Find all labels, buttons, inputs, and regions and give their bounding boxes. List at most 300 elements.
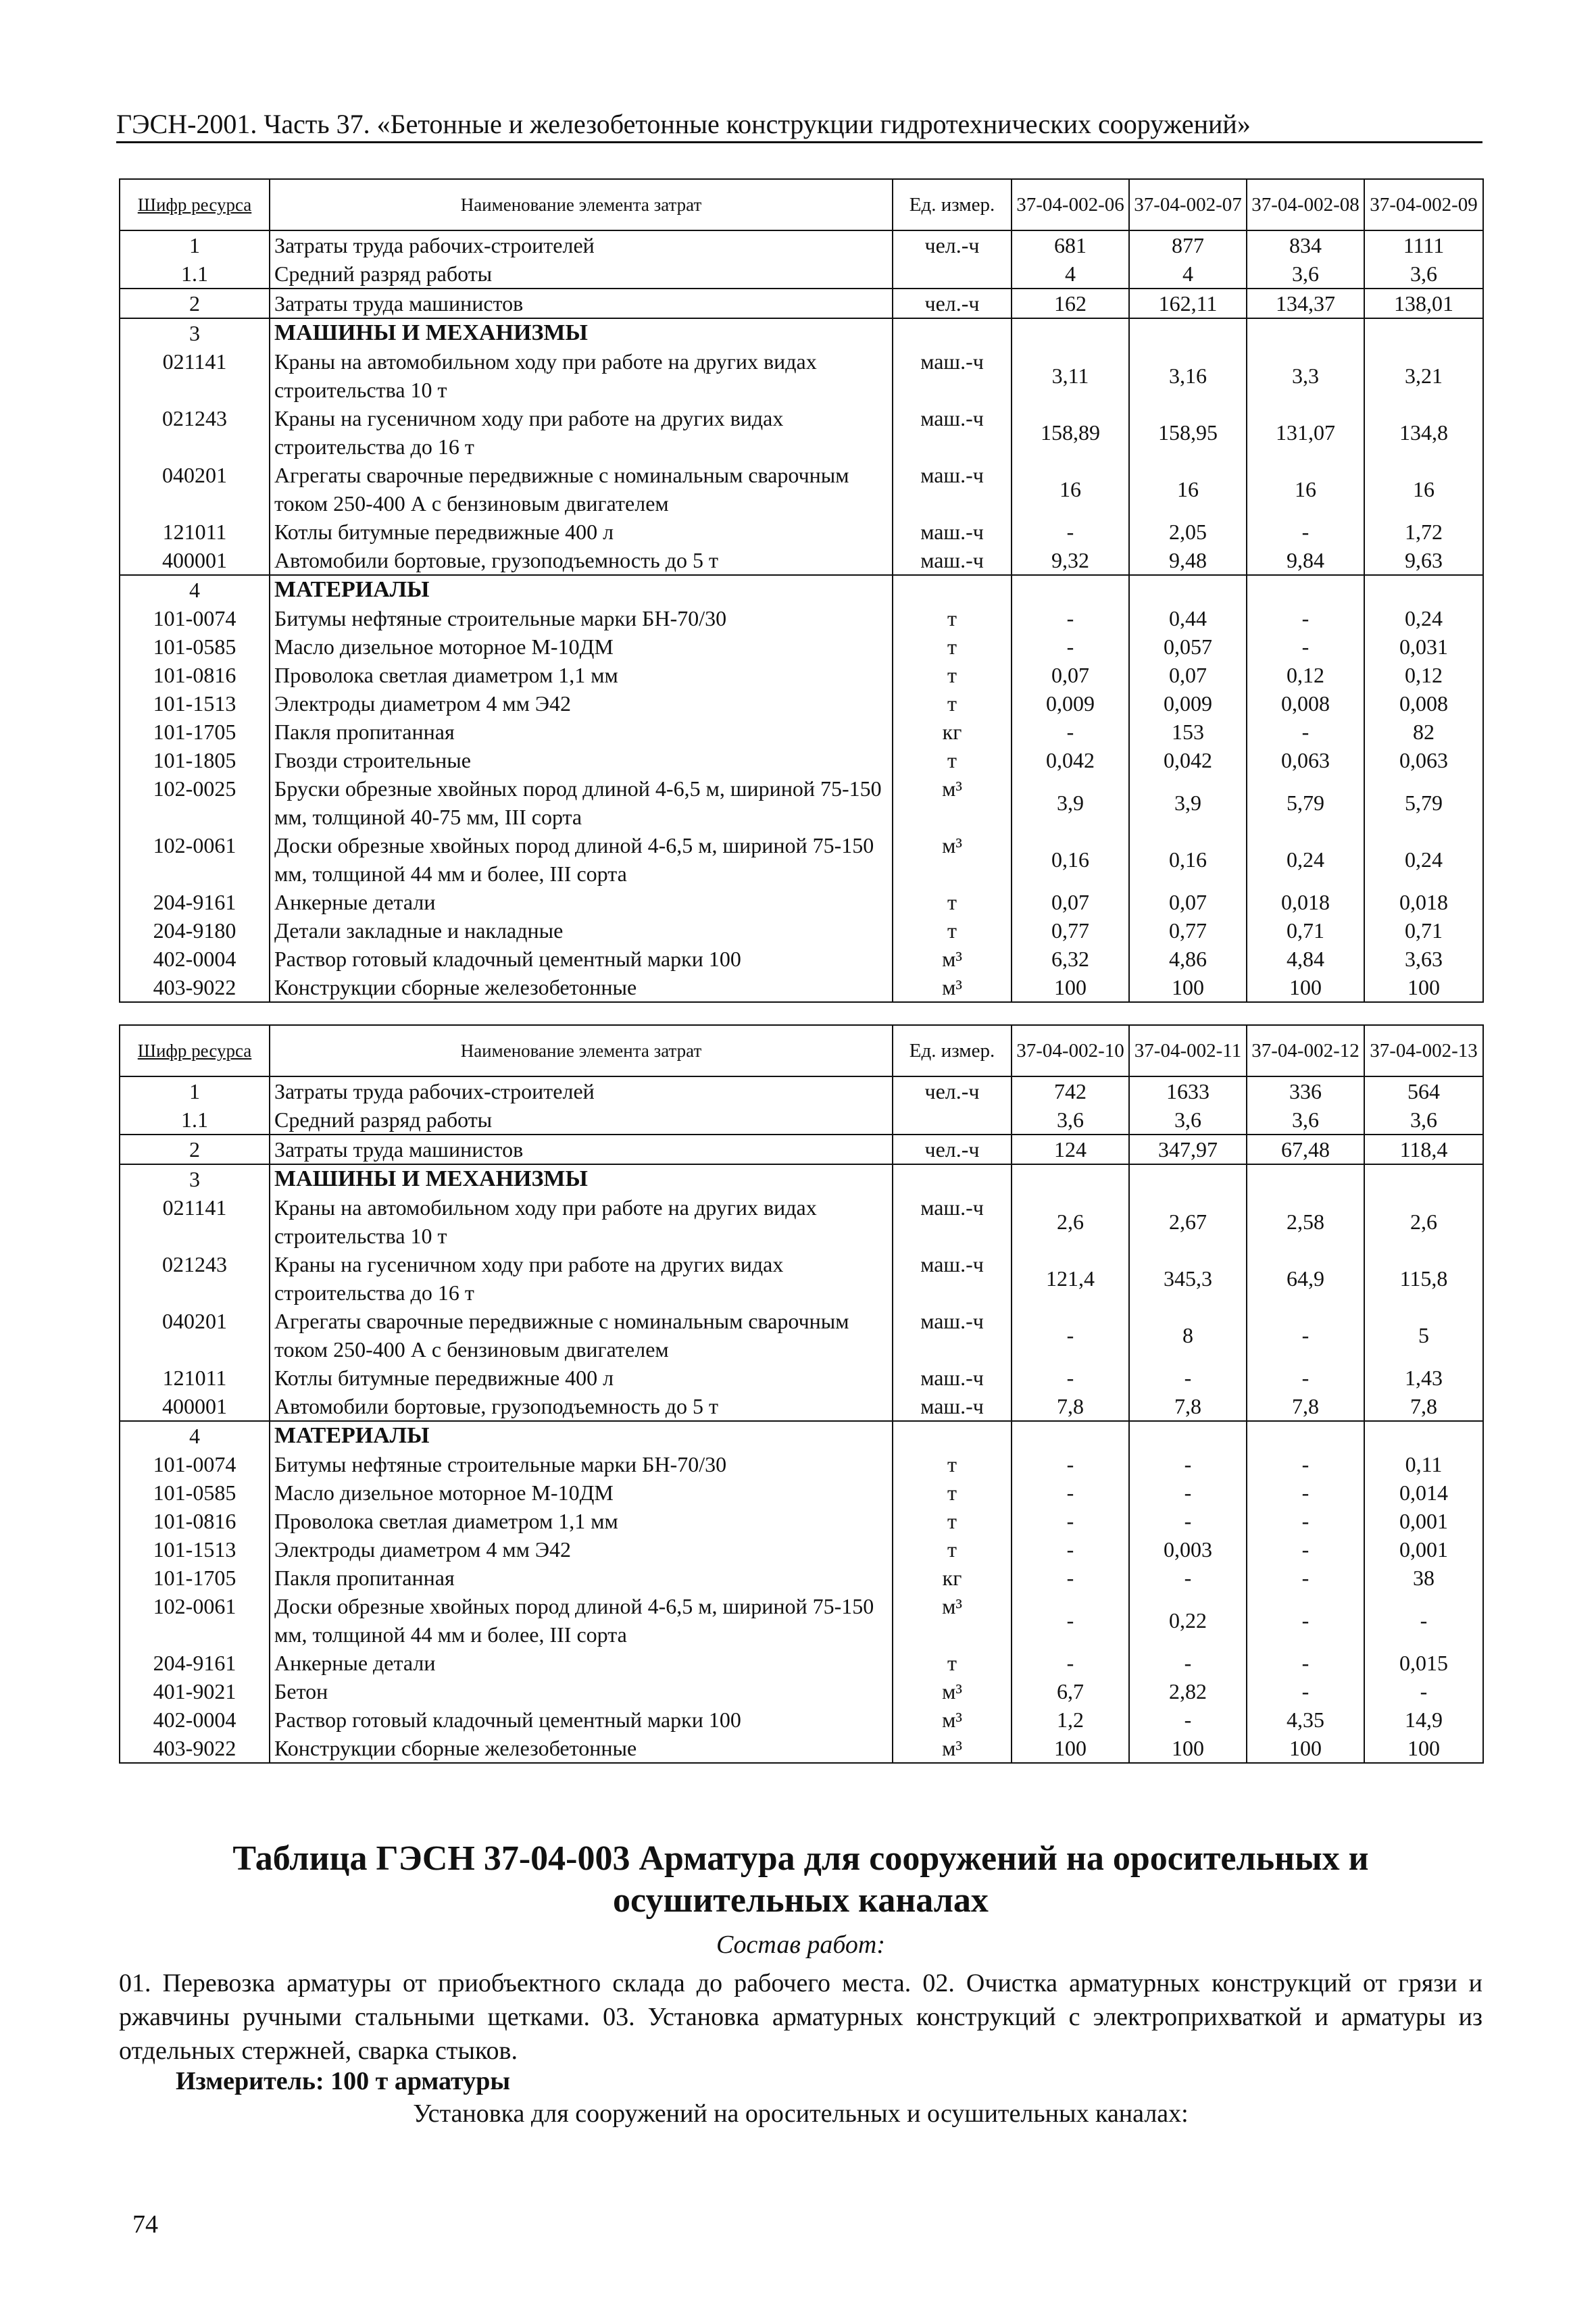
- row-value-3: -: [1247, 632, 1364, 661]
- row-code: 403-9022: [120, 973, 270, 1002]
- row-unit: [893, 318, 1012, 347]
- table-row: [120, 404, 1483, 461]
- table-row: [120, 575, 1483, 604]
- row-unit: м³: [893, 1677, 1012, 1706]
- row-code: 400001: [120, 1392, 270, 1421]
- row-code: 101-0074: [120, 604, 270, 632]
- row-value-4: 16: [1364, 461, 1483, 518]
- table-row: [120, 1706, 1483, 1734]
- row-unit: т: [893, 1649, 1012, 1677]
- row-value-3: 336: [1247, 1076, 1364, 1105]
- row-value-4: 3,6: [1364, 259, 1483, 289]
- row-value-1: -: [1012, 632, 1129, 661]
- row-code: 101-0074: [120, 1450, 270, 1478]
- row-name: Краны на гусеничном ходу при работе на других видах строительства до 16 т: [270, 1250, 893, 1307]
- row-value-4: 3,63: [1364, 945, 1483, 973]
- row-name: Доски обрезные хвойных пород длиной 4-6,5 м, шириной 75-150 мм, толщиной 44 мм и более, III сорта: [270, 1592, 893, 1649]
- row-value-2: -: [1129, 1478, 1247, 1507]
- row-unit: маш.-ч: [893, 461, 1012, 518]
- table-row: [120, 1193, 1483, 1250]
- row-value-4: 564: [1364, 1076, 1483, 1105]
- row-name: Конструкции сборные железобетонные: [270, 973, 893, 1002]
- row-unit: маш.-ч: [893, 518, 1012, 546]
- row-value-3: 100: [1247, 973, 1364, 1002]
- row-value-1: [1012, 575, 1129, 604]
- row-value-1: -: [1012, 1478, 1129, 1507]
- row-value-1: 0,042: [1012, 746, 1129, 774]
- table-row: [120, 1507, 1483, 1535]
- row-name: Котлы битумные передвижные 400 л: [270, 518, 893, 546]
- row-name: Проволока светлая диаметром 1,1 мм: [270, 1507, 893, 1535]
- table-row: [120, 1164, 1483, 1193]
- row-value-4: 3,6: [1364, 1105, 1483, 1135]
- row-name: Средний разряд работы: [270, 259, 893, 289]
- row-code: 121011: [120, 518, 270, 546]
- row-value-2: 100: [1129, 1734, 1247, 1763]
- table-row: [120, 746, 1483, 774]
- row-value-4: 7,8: [1364, 1392, 1483, 1421]
- row-unit: [893, 1421, 1012, 1450]
- row-code: 101-0816: [120, 661, 270, 689]
- row-unit: т: [893, 632, 1012, 661]
- row-code: 2: [120, 1135, 270, 1164]
- row-value-4: 1111: [1364, 230, 1483, 259]
- table-row: [120, 1076, 1483, 1105]
- header-col-3: 37-04-002-08: [1247, 179, 1364, 230]
- row-unit: м³: [893, 831, 1012, 888]
- row-value-3: 131,07: [1247, 404, 1364, 461]
- table-row: [120, 973, 1483, 1002]
- row-code: 101-1513: [120, 689, 270, 718]
- row-code: 101-1705: [120, 718, 270, 746]
- row-value-1: 3,11: [1012, 347, 1129, 404]
- row-value-2: 0,44: [1129, 604, 1247, 632]
- row-code: 204-9180: [120, 916, 270, 945]
- table-row: [120, 1450, 1483, 1478]
- row-value-4: 100: [1364, 1734, 1483, 1763]
- table-row: [120, 689, 1483, 718]
- row-code: 021141: [120, 347, 270, 404]
- row-value-1: 100: [1012, 973, 1129, 1002]
- row-name: Автомобили бортовые, грузоподъемность до 5 т: [270, 1392, 893, 1421]
- row-name: Электроды диаметром 4 мм Э42: [270, 689, 893, 718]
- row-value-4: 100: [1364, 973, 1483, 1002]
- row-code: 3: [120, 1164, 270, 1193]
- row-name: Электроды диаметром 4 мм Э42: [270, 1535, 893, 1564]
- row-value-1: -: [1012, 1649, 1129, 1677]
- row-name: Краны на автомобильном ходу при работе на других видах строительства 10 т: [270, 347, 893, 404]
- row-value-4: 0,014: [1364, 1478, 1483, 1507]
- row-value-4: 138,01: [1364, 289, 1483, 318]
- header-col-3: 37-04-002-12: [1247, 1025, 1364, 1076]
- row-value-2: 347,97: [1129, 1135, 1247, 1164]
- table-header-row: [120, 1025, 1483, 1076]
- table-row: [120, 289, 1483, 318]
- row-value-4: 0,71: [1364, 916, 1483, 945]
- row-code: 2: [120, 289, 270, 318]
- table-row: [120, 1105, 1483, 1135]
- row-value-1: [1012, 1421, 1129, 1450]
- row-value-4: 1,43: [1364, 1364, 1483, 1392]
- row-name: Детали закладные и накладные: [270, 916, 893, 945]
- row-value-4: 134,8: [1364, 404, 1483, 461]
- row-value-2: 16: [1129, 461, 1247, 518]
- row-name: Средний разряд работы: [270, 1105, 893, 1135]
- row-value-1: 7,8: [1012, 1392, 1129, 1421]
- resource-table-2: [119, 1024, 1484, 1764]
- row-value-2: 2,05: [1129, 518, 1247, 546]
- row-code: 021141: [120, 1193, 270, 1250]
- row-code: 402-0004: [120, 945, 270, 973]
- row-value-3: -: [1247, 1450, 1364, 1478]
- row-name: Автомобили бортовые, грузоподъемность до 5 т: [270, 546, 893, 575]
- row-value-1: 100: [1012, 1734, 1129, 1763]
- row-unit: т: [893, 746, 1012, 774]
- row-code: 101-0585: [120, 1478, 270, 1507]
- row-value-4: [1364, 1421, 1483, 1450]
- row-value-4: 115,8: [1364, 1250, 1483, 1307]
- row-value-2: 2,82: [1129, 1677, 1247, 1706]
- row-value-1: 2,6: [1012, 1193, 1129, 1250]
- row-name: Пакля пропитанная: [270, 718, 893, 746]
- row-name: Гвозди строительные: [270, 746, 893, 774]
- row-unit: т: [893, 1507, 1012, 1535]
- row-value-4: 2,6: [1364, 1193, 1483, 1250]
- row-value-1: 16: [1012, 461, 1129, 518]
- row-code: 204-9161: [120, 888, 270, 916]
- row-value-1: -: [1012, 518, 1129, 546]
- row-unit: кг: [893, 718, 1012, 746]
- table-row: [120, 1677, 1483, 1706]
- row-code: 4: [120, 1421, 270, 1450]
- row-value-2: -: [1129, 1649, 1247, 1677]
- header-name: Наименование элемента затрат: [270, 179, 893, 230]
- row-value-1: 681: [1012, 230, 1129, 259]
- row-value-4: 14,9: [1364, 1706, 1483, 1734]
- row-value-4: [1364, 575, 1483, 604]
- row-unit: [893, 575, 1012, 604]
- row-value-1: -: [1012, 1364, 1129, 1392]
- row-value-2: 0,22: [1129, 1592, 1247, 1649]
- row-value-3: 3,6: [1247, 259, 1364, 289]
- row-value-1: -: [1012, 718, 1129, 746]
- row-value-1: 742: [1012, 1076, 1129, 1105]
- row-value-2: 3,16: [1129, 347, 1247, 404]
- row-code: 401-9021: [120, 1677, 270, 1706]
- row-value-1: [1012, 318, 1129, 347]
- header-col-4: 37-04-002-09: [1364, 179, 1483, 230]
- row-value-2: [1129, 1164, 1247, 1193]
- row-unit: [893, 259, 1012, 289]
- row-value-4: 0,24: [1364, 831, 1483, 888]
- row-code: 403-9022: [120, 1734, 270, 1763]
- row-value-2: -: [1129, 1564, 1247, 1592]
- running-header: ГЭСН-2001. Часть 37. «Бетонные и железобетонные конструкции гидротехнических сооружений»: [116, 109, 1251, 139]
- row-value-3: 2,58: [1247, 1193, 1364, 1250]
- row-name: Раствор готовый кладочный цементный марки 100: [270, 945, 893, 973]
- header-unit: Ед. измер.: [893, 1025, 1012, 1076]
- row-unit: кг: [893, 1564, 1012, 1592]
- row-code: 101-1805: [120, 746, 270, 774]
- row-name: Агрегаты сварочные передвижные с номинальным сварочным током 250-400 А с бензиновым двигателем: [270, 1307, 893, 1364]
- row-value-1: 158,89: [1012, 404, 1129, 461]
- row-value-3: 0,71: [1247, 916, 1364, 945]
- row-name: Затраты труда машинистов: [270, 289, 893, 318]
- table-row: [120, 1392, 1483, 1421]
- row-value-3: -: [1247, 1478, 1364, 1507]
- row-name: Пакля пропитанная: [270, 1564, 893, 1592]
- row-value-3: 4,84: [1247, 945, 1364, 973]
- row-unit: м³: [893, 774, 1012, 831]
- row-name: Битумы нефтяные строительные марки БН-70/30: [270, 604, 893, 632]
- row-name: МАШИНЫ И МЕХАНИЗМЫ: [270, 318, 893, 347]
- row-value-3: 100: [1247, 1734, 1364, 1763]
- table-row: [120, 632, 1483, 661]
- row-name: МАТЕРИАЛЫ: [270, 575, 893, 604]
- row-unit: чел.-ч: [893, 230, 1012, 259]
- table-row: [120, 1478, 1483, 1507]
- row-value-3: -: [1247, 718, 1364, 746]
- row-value-4: [1364, 318, 1483, 347]
- table-row: [120, 718, 1483, 746]
- row-value-3: 64,9: [1247, 1250, 1364, 1307]
- table-row: [120, 1649, 1483, 1677]
- row-value-2: 0,07: [1129, 661, 1247, 689]
- row-value-1: -: [1012, 604, 1129, 632]
- row-unit: [893, 1105, 1012, 1135]
- row-name: МАТЕРИАЛЫ: [270, 1421, 893, 1450]
- row-value-2: 0,77: [1129, 916, 1247, 945]
- row-value-3: -: [1247, 518, 1364, 546]
- row-value-3: [1247, 1421, 1364, 1450]
- row-value-4: 82: [1364, 718, 1483, 746]
- row-value-2: 158,95: [1129, 404, 1247, 461]
- row-value-3: 834: [1247, 230, 1364, 259]
- row-code: 101-1513: [120, 1535, 270, 1564]
- row-name: Затраты труда машинистов: [270, 1135, 893, 1164]
- row-unit: маш.-ч: [893, 546, 1012, 575]
- row-code: 121011: [120, 1364, 270, 1392]
- row-value-2: 2,67: [1129, 1193, 1247, 1250]
- row-name: Котлы битумные передвижные 400 л: [270, 1364, 893, 1392]
- row-value-3: 134,37: [1247, 289, 1364, 318]
- row-value-3: 7,8: [1247, 1392, 1364, 1421]
- row-value-4: 3,21: [1364, 347, 1483, 404]
- row-value-4: -: [1364, 1592, 1483, 1649]
- row-value-2: 3,9: [1129, 774, 1247, 831]
- table-row: [120, 945, 1483, 973]
- row-value-2: 0,003: [1129, 1535, 1247, 1564]
- row-value-1: 124: [1012, 1135, 1129, 1164]
- row-value-3: -: [1247, 1535, 1364, 1564]
- header-unit: Ед. измер.: [893, 179, 1012, 230]
- row-unit: т: [893, 661, 1012, 689]
- row-value-4: 0,001: [1364, 1507, 1483, 1535]
- row-value-2: -: [1129, 1364, 1247, 1392]
- header-col-4: 37-04-002-13: [1364, 1025, 1483, 1076]
- table-row: [120, 661, 1483, 689]
- table-row: [120, 1734, 1483, 1763]
- table-row: [120, 230, 1483, 259]
- table-row: [120, 546, 1483, 575]
- table-row: [120, 774, 1483, 831]
- work-composition-label: Состав работ:: [716, 1931, 886, 1959]
- row-value-1: 3,6: [1012, 1105, 1129, 1135]
- row-value-4: 0,063: [1364, 746, 1483, 774]
- row-value-4: 9,63: [1364, 546, 1483, 575]
- row-name: Затраты труда рабочих-строителей: [270, 1076, 893, 1105]
- row-value-4: 1,72: [1364, 518, 1483, 546]
- row-unit: т: [893, 888, 1012, 916]
- row-name: Проволока светлая диаметром 1,1 мм: [270, 661, 893, 689]
- row-value-4: 118,4: [1364, 1135, 1483, 1164]
- row-name: Агрегаты сварочные передвижные с номинальным сварочным током 250-400 А с бензиновым двигателем: [270, 461, 893, 518]
- table-row: [120, 1364, 1483, 1392]
- row-value-2: 345,3: [1129, 1250, 1247, 1307]
- row-unit: т: [893, 916, 1012, 945]
- row-name: Масло дизельное моторное М-10ДМ: [270, 1478, 893, 1507]
- table-title: Таблица ГЭСН 37-04-003 Арматура для сооружений на оросительных и осушительных каналах: [232, 1839, 1369, 1920]
- row-value-3: -: [1247, 1564, 1364, 1592]
- row-value-3: -: [1247, 1592, 1364, 1649]
- row-value-4: 0,001: [1364, 1535, 1483, 1564]
- row-value-2: 153: [1129, 718, 1247, 746]
- row-unit: маш.-ч: [893, 347, 1012, 404]
- row-value-4: 0,24: [1364, 604, 1483, 632]
- row-value-4: 0,12: [1364, 661, 1483, 689]
- table-header-row: [120, 179, 1483, 230]
- row-code: 101-0585: [120, 632, 270, 661]
- row-code: 1.1: [120, 1105, 270, 1135]
- row-unit: чел.-ч: [893, 1135, 1012, 1164]
- row-unit: т: [893, 689, 1012, 718]
- row-value-1: 121,4: [1012, 1250, 1129, 1307]
- header-code: Шифр ресурса: [120, 1025, 270, 1076]
- header-name: Наименование элемента затрат: [270, 1025, 893, 1076]
- row-code: 1: [120, 1076, 270, 1105]
- header-col-2: 37-04-002-07: [1129, 179, 1247, 230]
- row-unit: [893, 1164, 1012, 1193]
- table-row: [120, 1564, 1483, 1592]
- row-value-4: 0,11: [1364, 1450, 1483, 1478]
- row-unit: м³: [893, 973, 1012, 1002]
- row-value-1: -: [1012, 1507, 1129, 1535]
- work-composition-text: 01. Перевозка арматуры от приобъектного склада до рабочего места. 02. Очистка арматурных конструкций от грязи и ржавчины ручными стальными щетками. 03. Установка арматурных конструкций с электроприхваткой и арматуры из отдельных стержней, сварка стыков.: [119, 1969, 1482, 2065]
- row-code: 4: [120, 575, 270, 604]
- row-unit: м³: [893, 1734, 1012, 1763]
- row-value-1: -: [1012, 1535, 1129, 1564]
- row-value-2: [1129, 575, 1247, 604]
- row-name: Доски обрезные хвойных пород длиной 4-6,5 м, шириной 75-150 мм, толщиной 44 мм и более, III сорта: [270, 831, 893, 888]
- row-value-1: 162: [1012, 289, 1129, 318]
- row-name: МАШИНЫ И МЕХАНИЗМЫ: [270, 1164, 893, 1193]
- row-unit: маш.-ч: [893, 1250, 1012, 1307]
- row-value-3: 5,79: [1247, 774, 1364, 831]
- header-col-2: 37-04-002-11: [1129, 1025, 1247, 1076]
- row-code: 101-1705: [120, 1564, 270, 1592]
- row-value-1: 0,77: [1012, 916, 1129, 945]
- row-value-2: [1129, 318, 1247, 347]
- row-value-3: 0,008: [1247, 689, 1364, 718]
- row-unit: т: [893, 604, 1012, 632]
- row-name: Бруски обрезные хвойных пород длиной 4-6,5 м, шириной 75-150 мм, толщиной 40-75 мм, III сорта: [270, 774, 893, 831]
- row-value-4: 0,031: [1364, 632, 1483, 661]
- row-value-3: -: [1247, 1364, 1364, 1392]
- row-value-2: 162,11: [1129, 289, 1247, 318]
- row-name: Масло дизельное моторное М-10ДМ: [270, 632, 893, 661]
- row-value-2: 4: [1129, 259, 1247, 289]
- header-col-1: 37-04-002-10: [1012, 1025, 1129, 1076]
- row-value-3: 0,063: [1247, 746, 1364, 774]
- header-code: Шифр ресурса: [120, 179, 270, 230]
- row-value-4: 0,008: [1364, 689, 1483, 718]
- row-value-3: 3,6: [1247, 1105, 1364, 1135]
- row-name: Затраты труда рабочих-строителей: [270, 230, 893, 259]
- row-value-4: 0,018: [1364, 888, 1483, 916]
- row-value-1: 0,16: [1012, 831, 1129, 888]
- row-name: Конструкции сборные железобетонные: [270, 1734, 893, 1763]
- row-value-1: 6,32: [1012, 945, 1129, 973]
- row-value-3: [1247, 1164, 1364, 1193]
- row-unit: маш.-ч: [893, 1193, 1012, 1250]
- table-row: [120, 1421, 1483, 1450]
- row-value-2: -: [1129, 1706, 1247, 1734]
- row-name: Краны на гусеничном ходу при работе на других видах строительства до 16 т: [270, 404, 893, 461]
- row-value-2: 0,042: [1129, 746, 1247, 774]
- page-number: 74: [132, 2210, 158, 2239]
- row-unit: маш.-ч: [893, 1392, 1012, 1421]
- table-row: [120, 888, 1483, 916]
- row-value-1: -: [1012, 1592, 1129, 1649]
- table-row: [120, 318, 1483, 347]
- row-unit: т: [893, 1535, 1012, 1564]
- row-value-1: [1012, 1164, 1129, 1193]
- row-code: 040201: [120, 461, 270, 518]
- row-unit: чел.-ч: [893, 289, 1012, 318]
- table-row: [120, 1135, 1483, 1164]
- row-value-2: 3,6: [1129, 1105, 1247, 1135]
- table-row: [120, 347, 1483, 404]
- row-value-1: 0,07: [1012, 888, 1129, 916]
- row-code: 1.1: [120, 259, 270, 289]
- row-value-3: 16: [1247, 461, 1364, 518]
- measure-unit: Измеритель: 100 т арматуры: [176, 2067, 511, 2095]
- row-unit: маш.-ч: [893, 404, 1012, 461]
- row-unit: маш.-ч: [893, 1307, 1012, 1364]
- row-code: 102-0025: [120, 774, 270, 831]
- row-name: Битумы нефтяные строительные марки БН-70/30: [270, 1450, 893, 1478]
- header-rule: [116, 141, 1482, 143]
- resource-table-1: [119, 178, 1484, 1003]
- row-value-1: 1,2: [1012, 1706, 1129, 1734]
- row-value-1: 0,009: [1012, 689, 1129, 718]
- row-code: 402-0004: [120, 1706, 270, 1734]
- row-unit: чел.-ч: [893, 1076, 1012, 1105]
- row-value-2: 4,86: [1129, 945, 1247, 973]
- row-unit: т: [893, 1450, 1012, 1478]
- row-value-2: [1129, 1421, 1247, 1450]
- row-value-4: -: [1364, 1677, 1483, 1706]
- row-value-3: [1247, 318, 1364, 347]
- row-value-1: 3,9: [1012, 774, 1129, 831]
- table-row: [120, 831, 1483, 888]
- table-row: [120, 1592, 1483, 1649]
- row-value-2: 9,48: [1129, 546, 1247, 575]
- row-code: 021243: [120, 404, 270, 461]
- row-code: 204-9161: [120, 1649, 270, 1677]
- row-value-3: -: [1247, 604, 1364, 632]
- header-col-1: 37-04-002-06: [1012, 179, 1129, 230]
